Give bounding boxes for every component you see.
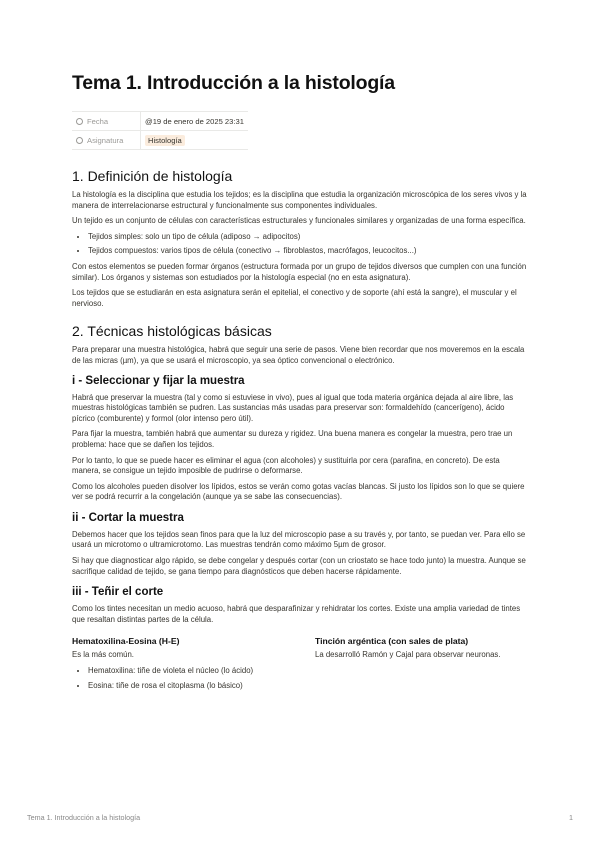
subsection-heading: ii - Cortar la muestra [72, 511, 184, 524]
bullet-list [72, 232, 528, 257]
list-item: • Tejidos simples: solo un tipo de célula (adiposo → adipocitos) [88, 232, 528, 243]
footer-title: Tema 1. Introducción a la histología [27, 813, 141, 822]
paragraph: Para preparar una muestra histológica, habrá que seguir una serie de pasos. Viene bien recordar que nos moveremos en la escala de las micras (µm), ya que se usará el microscopio, ya sea óptico convencional o electrónico. [72, 345, 525, 365]
paragraph: Un tejido es un conjunto de células con características estructurales y funcionales similares y organizadas de una forma específica. [72, 216, 526, 226]
subsection-heading: iii - Teñir el corte [72, 586, 164, 599]
clock-icon [76, 118, 83, 125]
document-page [72, 72, 528, 696]
section-heading: 2. Técnicas histológicas básicas [72, 323, 272, 340]
property-row [72, 112, 248, 131]
subsection-heading: i - Seleccionar y fijar la muestra [72, 374, 245, 387]
columns [72, 636, 528, 696]
column-left [72, 636, 285, 696]
page-footer [27, 813, 573, 822]
property-row [72, 131, 248, 150]
select-icon [76, 137, 83, 144]
property-value [141, 131, 249, 150]
paragraph: Es la más común. [72, 650, 134, 660]
bullet-list [72, 666, 285, 691]
column-right [315, 636, 528, 696]
paragraph: Con estos elementos se pueden formar órganos (estructura formada por un grupo de tejidos diversos que cumplen con una función similar). Los órganos y sistemas son estudiados por la histología especial (no en esta asignatura). [72, 261, 527, 282]
paragraph: La desarrolló Ramón y Cajal para observar neuronas. [315, 650, 501, 660]
page-number: 1 [569, 813, 573, 822]
page-title: Tema 1. Introducción a la histología [72, 72, 395, 94]
column-heading: Hematoxilina-Eosina (H-E) [72, 636, 180, 647]
property-key: Fecha [72, 112, 141, 131]
paragraph: La histología es la disciplina que estudia los tejidos; es la disciplina que estudia la organización microscópica de los seres vivos y la manera de interrelacionarse estructural y funcionalmente sus componentes individuales. [72, 190, 527, 210]
column-heading: Tinción argéntica (con sales de plata) [315, 636, 469, 647]
paragraph: Debemos hacer que los tejidos sean finos para que la luz del microscopio pase a su través y, por tanto, se puedan ver. Para ello se usará un microtomo o ultramicrotomo. Las muestras tendrán como máximo 5µm de grosor. [72, 529, 526, 550]
paragraph: Como los alcoholes pueden disolver los lípidos, estos se verán como gotas vacías blancas. Si justo los lípidos son lo que se quiere ver se podrá recurrir a la congelación (aunque ya se sabe las consecuencias). [72, 481, 525, 502]
properties-table [72, 111, 248, 150]
section-heading: 1. Definición de histología [72, 168, 233, 184]
paragraph: Para fijar la muestra, también habrá que aumentar su dureza y rigidez. Una buena manera es congelar la muestra, pero trae un problema: hace que se dañen los tejidos. [72, 429, 513, 449]
paragraph: Si hay que diagnosticar algo rápido, se debe congelar y después cortar (con un criostato se hace todo junto) la muestra. Aunque se sacrifique calidad de tejido, se gana tiempo para diagnósticos que deben hacerse rápidamente. [72, 556, 526, 576]
property-value: @19 de enero de 2025 23:31 [141, 112, 249, 131]
paragraph: Habrá que preservar la muestra (tal y como si estuviese in vivo), pues al igual que toda materia orgánica dejada al aire libre, las muestras histológicas también se pudren. Las sustancias más usadas para preservar son: formaldehído (cancerígeno), ácido pícrico (comburente) y formol (olor intenso pero útil). [72, 392, 514, 423]
list-item: • Eosina: tiñe de rosa el citoplasma (lo básico) [88, 681, 285, 692]
paragraph: Los tejidos que se estudiarán en esta asignatura serán el epitelial, el conectivo y de soporte (ahí está la sangre), el muscular y el nervioso. [72, 288, 517, 308]
paragraph: Como los tintes necesitan un medio acuoso, habrá que desparafinizar y rehidratar los cortes. Existe una amplia variedad de tintes que resaltan distintas partes de la célula. [72, 604, 521, 624]
list-item: • Hematoxilina: tiñe de violeta el núcleo (lo ácido) [88, 666, 285, 677]
property-key: Asignatura [72, 131, 141, 150]
list-item: • Tejidos compuestos: varios tipos de célula (conectivo → fibroblastos, macrófagos, leucocitos...) [88, 246, 528, 257]
paragraph: Por lo tanto, lo que se puede hacer es eliminar el agua (con alcoholes) y sustituirla por cera (parafina, en concreto). De esta manera, se consigue un tejido imposible de pudrirse o deformarse. [72, 455, 500, 476]
subject-tag: Histología [145, 135, 185, 146]
